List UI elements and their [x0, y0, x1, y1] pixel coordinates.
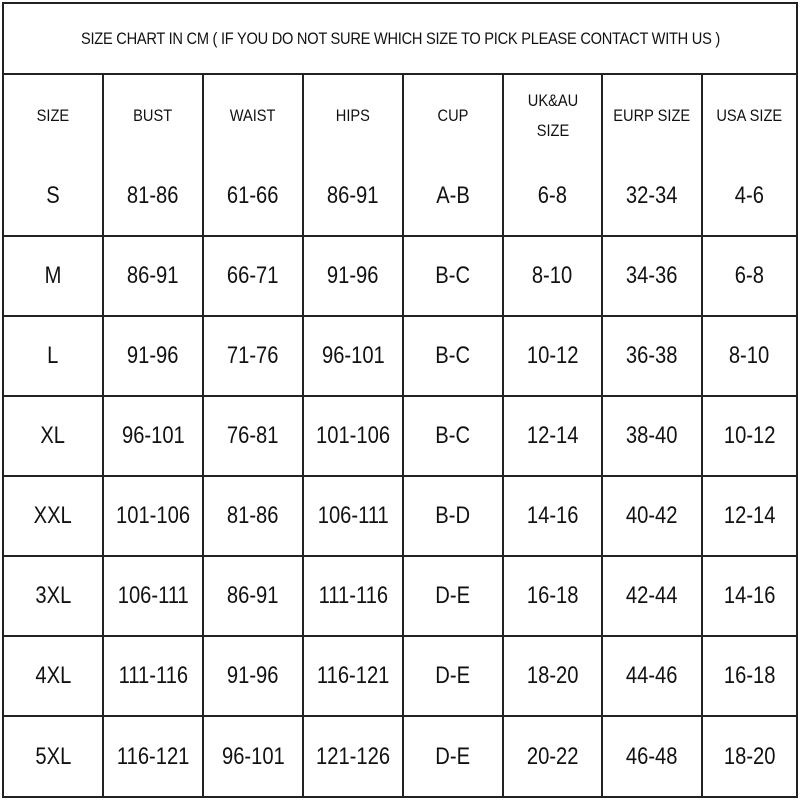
- table-cell-uk-au-size: [503, 316, 602, 396]
- cell-value: 76-81: [227, 422, 279, 449]
- table-cell-waist: [203, 556, 303, 636]
- chart-title: [4, 4, 796, 75]
- cell-value: 38-40: [626, 422, 678, 449]
- table-cell-usa-size: [702, 716, 796, 796]
- table-cell-eurp-size: [602, 236, 702, 316]
- table-cell-hips: [303, 476, 403, 556]
- table-cell-size: [4, 716, 103, 796]
- cell-value: 16-18: [526, 582, 579, 609]
- cell-value: 111-116: [318, 582, 388, 609]
- cell-value: 91-96: [327, 262, 379, 289]
- table-cell-usa-size: [702, 636, 796, 716]
- table-cell-cup: [403, 476, 503, 556]
- table-cell-usa-size: [702, 236, 796, 316]
- header-cell-uk-au-size: UK&AU SIZE: [503, 75, 602, 156]
- cell-value: 46-48: [626, 742, 678, 770]
- header-row: [4, 75, 796, 156]
- cell-value: 32-34: [626, 181, 678, 209]
- header-cell-eurp-size: EURP SIZE: [602, 75, 702, 156]
- table-cell-hips: [303, 236, 403, 316]
- cell-value: 116-121: [116, 742, 190, 770]
- table-cell-eurp-size: [602, 156, 702, 236]
- cell-value: 34-36: [626, 262, 678, 289]
- table-cell-cup: [403, 556, 503, 636]
- table-cell-bust: [103, 556, 203, 636]
- table-cell-bust: [103, 156, 203, 236]
- table-cell-cup: [403, 716, 503, 796]
- table-row: [4, 716, 796, 796]
- table-cell-hips: [303, 636, 403, 716]
- cell-value: B-D: [435, 502, 471, 529]
- table-cell-waist: [203, 316, 303, 396]
- table-cell-size: [4, 396, 103, 476]
- cell-value: 111-116: [118, 662, 188, 689]
- cell-value: D-E: [435, 662, 471, 689]
- table-cell-usa-size: [702, 556, 796, 636]
- table-cell-cup: [403, 396, 503, 476]
- cell-value: 18-20: [526, 662, 579, 689]
- table-cell-uk-au-size: [503, 716, 602, 796]
- table-cell-size: [4, 316, 103, 396]
- table-cell-hips: [303, 716, 403, 796]
- cell-value: 10-12: [526, 342, 579, 369]
- table-cell-usa-size: [702, 476, 796, 556]
- table-cell-size: [4, 236, 103, 316]
- header-cell-hips: HIPS: [303, 75, 403, 156]
- table-cell-uk-au-size: [503, 476, 602, 556]
- table-cell-usa-size: [702, 396, 796, 476]
- cell-value: 116-121: [316, 662, 390, 689]
- table-row: [4, 236, 796, 316]
- cell-value: 4-6: [734, 181, 765, 209]
- cell-value: M: [44, 262, 62, 289]
- table-cell-uk-au-size: [503, 396, 602, 476]
- cell-value: 5XL: [35, 742, 71, 770]
- table-row: [4, 156, 796, 236]
- cell-value: 106-111: [117, 582, 189, 609]
- cell-value: 96-101: [321, 342, 385, 369]
- cell-value: 8-10: [729, 342, 770, 369]
- cell-value: 12-14: [526, 422, 579, 449]
- table-cell-cup: [403, 636, 503, 716]
- cell-value: 86-91: [227, 582, 279, 609]
- table-cell-waist: [203, 236, 303, 316]
- table-cell-bust: [103, 716, 203, 796]
- table-cell-cup: [403, 316, 503, 396]
- table-cell-eurp-size: [602, 476, 702, 556]
- cell-value: XXL: [33, 502, 73, 529]
- table-cell-hips: [303, 156, 403, 236]
- table-cell-waist: [203, 476, 303, 556]
- table-cell-waist: [203, 396, 303, 476]
- table-cell-bust: [103, 316, 203, 396]
- cell-value: 42-44: [626, 582, 678, 609]
- cell-value: 106-111: [317, 502, 389, 529]
- cell-value: B-C: [435, 262, 471, 289]
- cell-value: B-C: [435, 342, 471, 369]
- table-cell-waist: [203, 636, 303, 716]
- chart-title-text: SIZE CHART IN CM ( IF YOU DO NOT SURE WHICH SIZE TO PICK PLEASE CONTACT WITH US ): [80, 28, 720, 48]
- cell-value: 4XL: [35, 662, 71, 689]
- cell-value: 36-38: [626, 342, 678, 369]
- table-cell-eurp-size: [602, 636, 702, 716]
- cell-value: 16-18: [723, 662, 776, 689]
- cell-value: 101-106: [315, 422, 390, 449]
- header-cell-waist: WAIST: [203, 75, 303, 156]
- cell-value: 18-20: [723, 742, 776, 770]
- size-table: [4, 75, 796, 796]
- table-cell-hips: [303, 316, 403, 396]
- table-cell-hips: [303, 556, 403, 636]
- cell-value: 6-8: [537, 181, 568, 209]
- cell-value: 121-126: [315, 742, 390, 770]
- table-cell-eurp-size: [602, 556, 702, 636]
- table-cell-size: [4, 636, 103, 716]
- table-row: [4, 316, 796, 396]
- cell-value: A-B: [436, 181, 470, 209]
- cell-value: 12-14: [723, 502, 776, 529]
- table-cell-size: [4, 156, 103, 236]
- table-cell-bust: [103, 236, 203, 316]
- table-cell-eurp-size: [602, 716, 702, 796]
- cell-value: 81-86: [227, 502, 279, 529]
- table-cell-uk-au-size: [503, 236, 602, 316]
- cell-value: D-E: [435, 582, 471, 609]
- cell-value: L: [47, 342, 59, 369]
- table-cell-cup: [403, 236, 503, 316]
- table-row: [4, 556, 796, 636]
- header-cell-usa-size: USA SIZE: [716, 105, 783, 125]
- table-cell-eurp-size: [602, 316, 702, 396]
- cell-value: 71-76: [227, 342, 279, 369]
- cell-value: 91-96: [127, 342, 179, 369]
- cell-value: 86-91: [127, 262, 179, 289]
- cell-value: XL: [40, 422, 66, 449]
- cell-value: 8-10: [532, 262, 573, 289]
- table-body: [4, 156, 796, 796]
- cell-value: 96-101: [221, 742, 285, 770]
- table-cell-size: [4, 556, 103, 636]
- table-cell-hips: [303, 396, 403, 476]
- header-cell-cup: CUP: [403, 75, 503, 156]
- table-cell-usa-size: [702, 156, 796, 236]
- table-cell-usa-size: [702, 316, 796, 396]
- table-row: [4, 476, 796, 556]
- cell-value: 81-86: [127, 181, 179, 209]
- table-cell-cup: [403, 156, 503, 236]
- cell-value: D-E: [435, 742, 471, 770]
- size-chart: [2, 2, 798, 798]
- table-cell-uk-au-size: [503, 636, 602, 716]
- cell-value: S: [46, 181, 60, 209]
- cell-value: 20-22: [526, 742, 579, 770]
- cell-value: B-C: [435, 422, 471, 449]
- table-cell-bust: [103, 396, 203, 476]
- table-cell-waist: [203, 156, 303, 236]
- table-cell-bust: [103, 636, 203, 716]
- table-cell-size: [4, 476, 103, 556]
- cell-value: 14-16: [526, 502, 579, 529]
- table-cell-uk-au-size: [503, 556, 602, 636]
- cell-value: 86-91: [327, 181, 379, 209]
- table-cell-eurp-size: [602, 396, 702, 476]
- cell-value: 61-66: [227, 181, 279, 209]
- cell-value: 3XL: [35, 582, 71, 609]
- cell-value: 96-101: [121, 422, 185, 449]
- cell-value: 66-71: [227, 262, 279, 289]
- table-cell-uk-au-size: [503, 156, 602, 236]
- cell-value: 10-12: [723, 422, 776, 449]
- header-cell-size: SIZE: [4, 75, 103, 156]
- header-cell-bust: BUST: [103, 75, 203, 156]
- table-cell-bust: [103, 476, 203, 556]
- cell-value: 40-42: [626, 502, 678, 529]
- table-cell-waist: [203, 716, 303, 796]
- cell-value: 14-16: [723, 582, 776, 609]
- cell-value: 101-106: [115, 502, 190, 529]
- cell-value: 44-46: [626, 662, 678, 689]
- cell-value: 6-8: [734, 262, 765, 289]
- table-row: [4, 636, 796, 716]
- table-row: [4, 396, 796, 476]
- cell-value: 91-96: [227, 662, 279, 689]
